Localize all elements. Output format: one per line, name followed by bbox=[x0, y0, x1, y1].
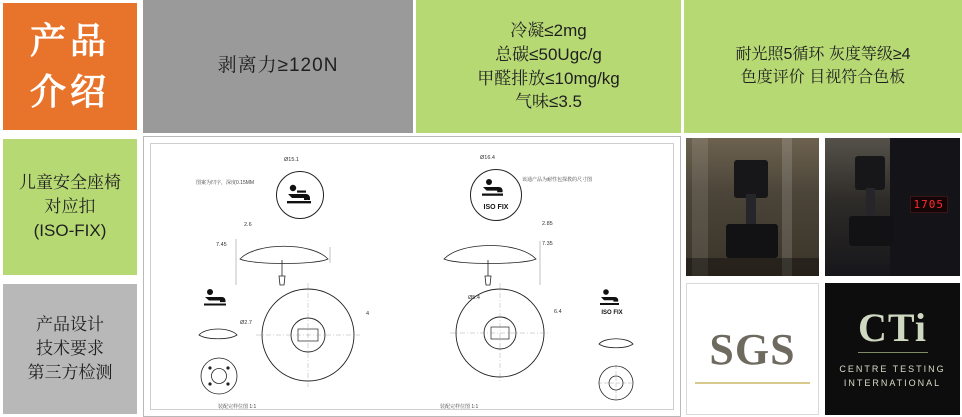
dim-left-side-small: 4 bbox=[366, 311, 370, 317]
row-label-isofix bbox=[0, 136, 140, 278]
cti-logo-rule bbox=[858, 352, 928, 353]
spec-lightfastness-line-2: 色度评价 目视符合色板 bbox=[740, 68, 906, 86]
page-title bbox=[0, 0, 140, 133]
spec-peel-strength-text: 剥离力≥120N bbox=[217, 55, 339, 77]
child-seat-icon-badge bbox=[276, 171, 324, 219]
row-label-testing bbox=[0, 281, 140, 417]
right-part-bottom-view bbox=[596, 363, 636, 403]
left-part-plan-view bbox=[252, 279, 364, 391]
child-seat-icon bbox=[284, 183, 316, 207]
dim-left-base-diameter: Ø2.7 bbox=[240, 320, 252, 326]
right-part-plan-view bbox=[446, 279, 554, 387]
cti-logo-cell bbox=[823, 281, 962, 417]
sgs-logo-rule bbox=[695, 382, 810, 384]
drawing-caption-left: 装配完样位图 1:1 bbox=[218, 404, 257, 410]
dim-right-top-diameter: Ø16.4 bbox=[480, 155, 495, 161]
row-label-isofix-line-2: 对应扣 bbox=[44, 197, 96, 217]
isofix-icon-badge bbox=[470, 169, 522, 221]
row-label-testing-line-2: 技术要求 bbox=[36, 339, 104, 359]
right-part-edge-view bbox=[596, 333, 636, 353]
svg-text:ISO FIX: ISO FIX bbox=[601, 310, 623, 316]
spec-emissions-line-3: 甲醛排放≤10mg/kg bbox=[477, 68, 620, 88]
left-part-edge-view bbox=[196, 323, 240, 345]
cti-subtitle-line-1: CENTRE TESTING bbox=[839, 364, 946, 374]
photo2-clamp-shaft bbox=[866, 188, 875, 218]
cti-subtitle-line-2: INTERNATIONAL bbox=[843, 377, 942, 388]
row-label-isofix-line-1: 儿童安全座椅 bbox=[19, 173, 121, 193]
photo1-light-column-2 bbox=[782, 138, 792, 276]
dim-left-height-total: 7.45 bbox=[216, 242, 227, 248]
spec-emissions bbox=[416, 0, 681, 133]
cti-logo-text: CTi bbox=[858, 305, 927, 350]
cti-logo-subtitle bbox=[839, 363, 945, 390]
technical-drawing-panel bbox=[143, 136, 681, 417]
dim-right-base-diameter: Ø5.4 bbox=[468, 295, 480, 301]
drawing-note-left: 图案为凹字，深度0.15MM bbox=[196, 180, 255, 186]
photo1-clamp-shaft bbox=[746, 194, 756, 228]
row-label-testing-line-3: 第三方检测 bbox=[27, 362, 113, 382]
row-label-isofix-line-3: (ISO-FIX) bbox=[33, 220, 107, 240]
dim-right-height-total: 7.35 bbox=[542, 241, 553, 247]
row-label-testing-line-1: 产品设计 bbox=[36, 315, 104, 335]
svg-text:ISO FIX: ISO FIX bbox=[483, 204, 509, 211]
sgs-logo-text: SGS bbox=[709, 324, 796, 374]
drawing-note-right: 该通产品为耐性包探教的尺寸图 bbox=[522, 177, 593, 183]
isofix-small-icon bbox=[596, 287, 630, 317]
peel-test-fixture-photo bbox=[684, 136, 821, 278]
spec-emissions-line-2: 总碳≤50Ugc/g bbox=[495, 44, 602, 64]
digital-readout: 1705 bbox=[910, 196, 949, 213]
dim-right-side-small: 6.4 bbox=[554, 309, 562, 315]
sgs-logo-frame bbox=[686, 283, 819, 415]
page-title-line1: 产品 bbox=[29, 20, 110, 62]
photo1-light-column bbox=[692, 138, 708, 276]
photo1-upper-clamp bbox=[734, 160, 768, 198]
left-part-bottom-view bbox=[198, 355, 240, 397]
sgs-logo-cell bbox=[684, 281, 821, 417]
page-title-line2: 介绍 bbox=[29, 70, 110, 112]
spec-emissions-line-4: 气味≤3.5 bbox=[515, 92, 582, 112]
photo2-lower-clamp bbox=[849, 216, 893, 246]
spec-lightfastness bbox=[684, 0, 962, 133]
dim-left-height-upper: 2.6 bbox=[244, 222, 252, 228]
spec-lightfastness-line-1: 耐光照5循环 灰度等级≥4 bbox=[735, 46, 911, 64]
dim-left-top-diameter: Ø15.1 bbox=[284, 157, 299, 163]
tensile-tester-photo bbox=[823, 136, 962, 278]
drawing-caption-right: 装配完样位图 1:1 bbox=[440, 404, 479, 410]
photo1-lower-clamp bbox=[726, 224, 778, 258]
dim-right-height-upper: 2.85 bbox=[542, 221, 553, 227]
spec-emissions-line-1: 冷凝≤2mg bbox=[510, 20, 587, 40]
child-seat-small-icon bbox=[202, 287, 232, 309]
spec-peel-strength bbox=[143, 0, 413, 133]
isofix-icon bbox=[476, 176, 516, 214]
photo2-upper-clamp bbox=[855, 156, 885, 190]
photo1-base bbox=[686, 258, 819, 276]
